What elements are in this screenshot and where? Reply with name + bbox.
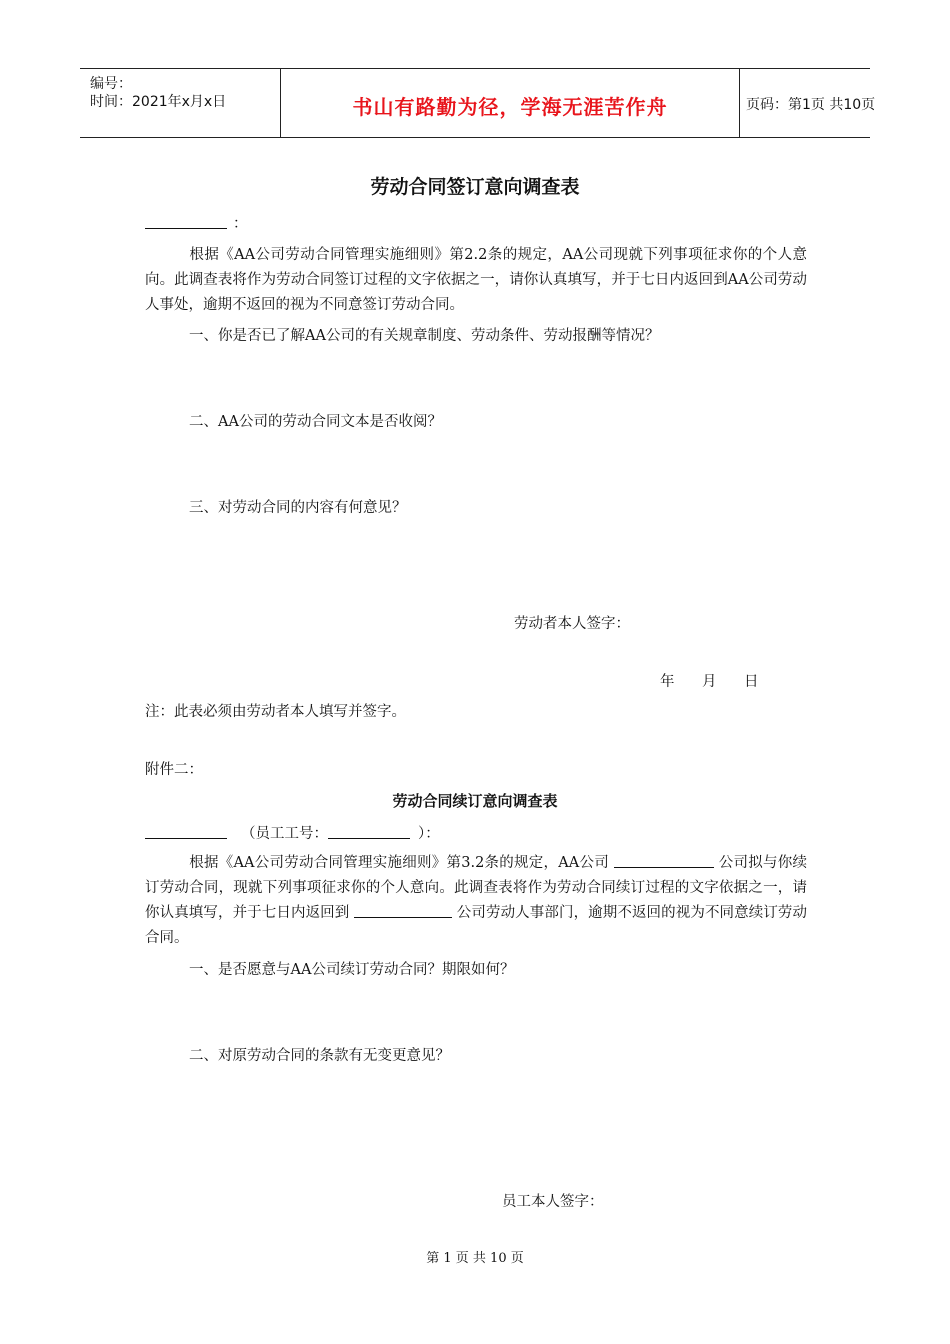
page-header: [80, 68, 876, 138]
addressee-blank[interactable]: [145, 214, 227, 229]
form1-signature-label: 劳动者本人签字：: [514, 616, 630, 632]
form2-intro-text-2: 公司拟与你续订劳动合同，现就下列事项征求你的个人意向。此调查表将作为劳动合同续订过程的文字依据之一，请你认真填写，并于七日内返回到: [145, 855, 808, 921]
form1-date-day: 日: [744, 674, 759, 690]
form2-addressee-line: [145, 822, 440, 843]
header-page-info: 页码：第1页 共10页: [746, 97, 876, 113]
employee-name-blank[interactable]: [145, 824, 227, 839]
form2-intro-text-1: 根据《AA公司劳动合同管理实施细则》第3.2条的规定，AA公司: [189, 855, 610, 871]
attachment-label: 附件二：: [145, 762, 203, 778]
form1-title: 劳动合同签订意向调查表: [370, 176, 580, 198]
form1-question-2: 二、AA公司的劳动合同文本是否收阅？: [189, 414, 442, 430]
document-number-label: 编号：: [90, 76, 132, 92]
employee-id-open: （员工工号：: [241, 826, 328, 842]
form1-question-3: 三、对劳动合同的内容有何意见？: [189, 500, 407, 516]
header-motto-cell: [280, 69, 740, 137]
employee-id-blank[interactable]: [328, 824, 410, 839]
form1-intro-paragraph: [145, 243, 807, 318]
page-footer: 第 1 页 共 10 页: [426, 1251, 524, 1266]
form2-question-2: 二、对原劳动合同的条款有无变更意见？: [189, 1048, 450, 1064]
form2-company-blank-2[interactable]: [354, 903, 452, 918]
employee-id-close: ）：: [418, 826, 440, 842]
header-motto: 书山有路勤为径，学海无涯苦作舟: [352, 94, 668, 119]
header-page-cell: [738, 69, 876, 137]
form2-question-1: 一、是否愿意与AA公司续订劳动合同？期限如何？: [189, 962, 515, 978]
form1-note: 注：此表必须由劳动者本人填写并签字。: [145, 704, 406, 720]
form2-intro-paragraph: [145, 851, 807, 951]
form2-signature-label: 员工本人签字：: [502, 1194, 604, 1210]
document-time-label: 时间：2021年x月x日: [90, 94, 227, 110]
header-meta-cell: [80, 69, 280, 137]
form1-question-1: 一、你是否已了解AA公司的有关规章制度、劳动条件、劳动报酬等情况？: [189, 328, 660, 344]
form2-title: 劳动合同续订意向调查表: [392, 792, 558, 810]
form1-date-month: 月: [702, 674, 717, 690]
addressee-suffix: ：: [233, 216, 248, 232]
form1-addressee-line: [145, 212, 248, 233]
form2-intro-text-3: 公司劳动人事部门，逾期不返回的视为不同意续订劳动合同。: [145, 905, 808, 946]
form2-company-blank-1[interactable]: [614, 853, 714, 868]
form1-date-year: 年: [660, 674, 675, 690]
form1-intro-text: 根据《AA公司劳动合同管理实施细则》第2.2条的规定，AA公司现就下列事项征求你的个人意向。此调查表将作为劳动合同签订过程的文字依据之一，请你认真填写，并于七日内返回到AA公司劳动人事处，逾期不返回的视为不同意签订劳动合同。: [145, 247, 807, 313]
